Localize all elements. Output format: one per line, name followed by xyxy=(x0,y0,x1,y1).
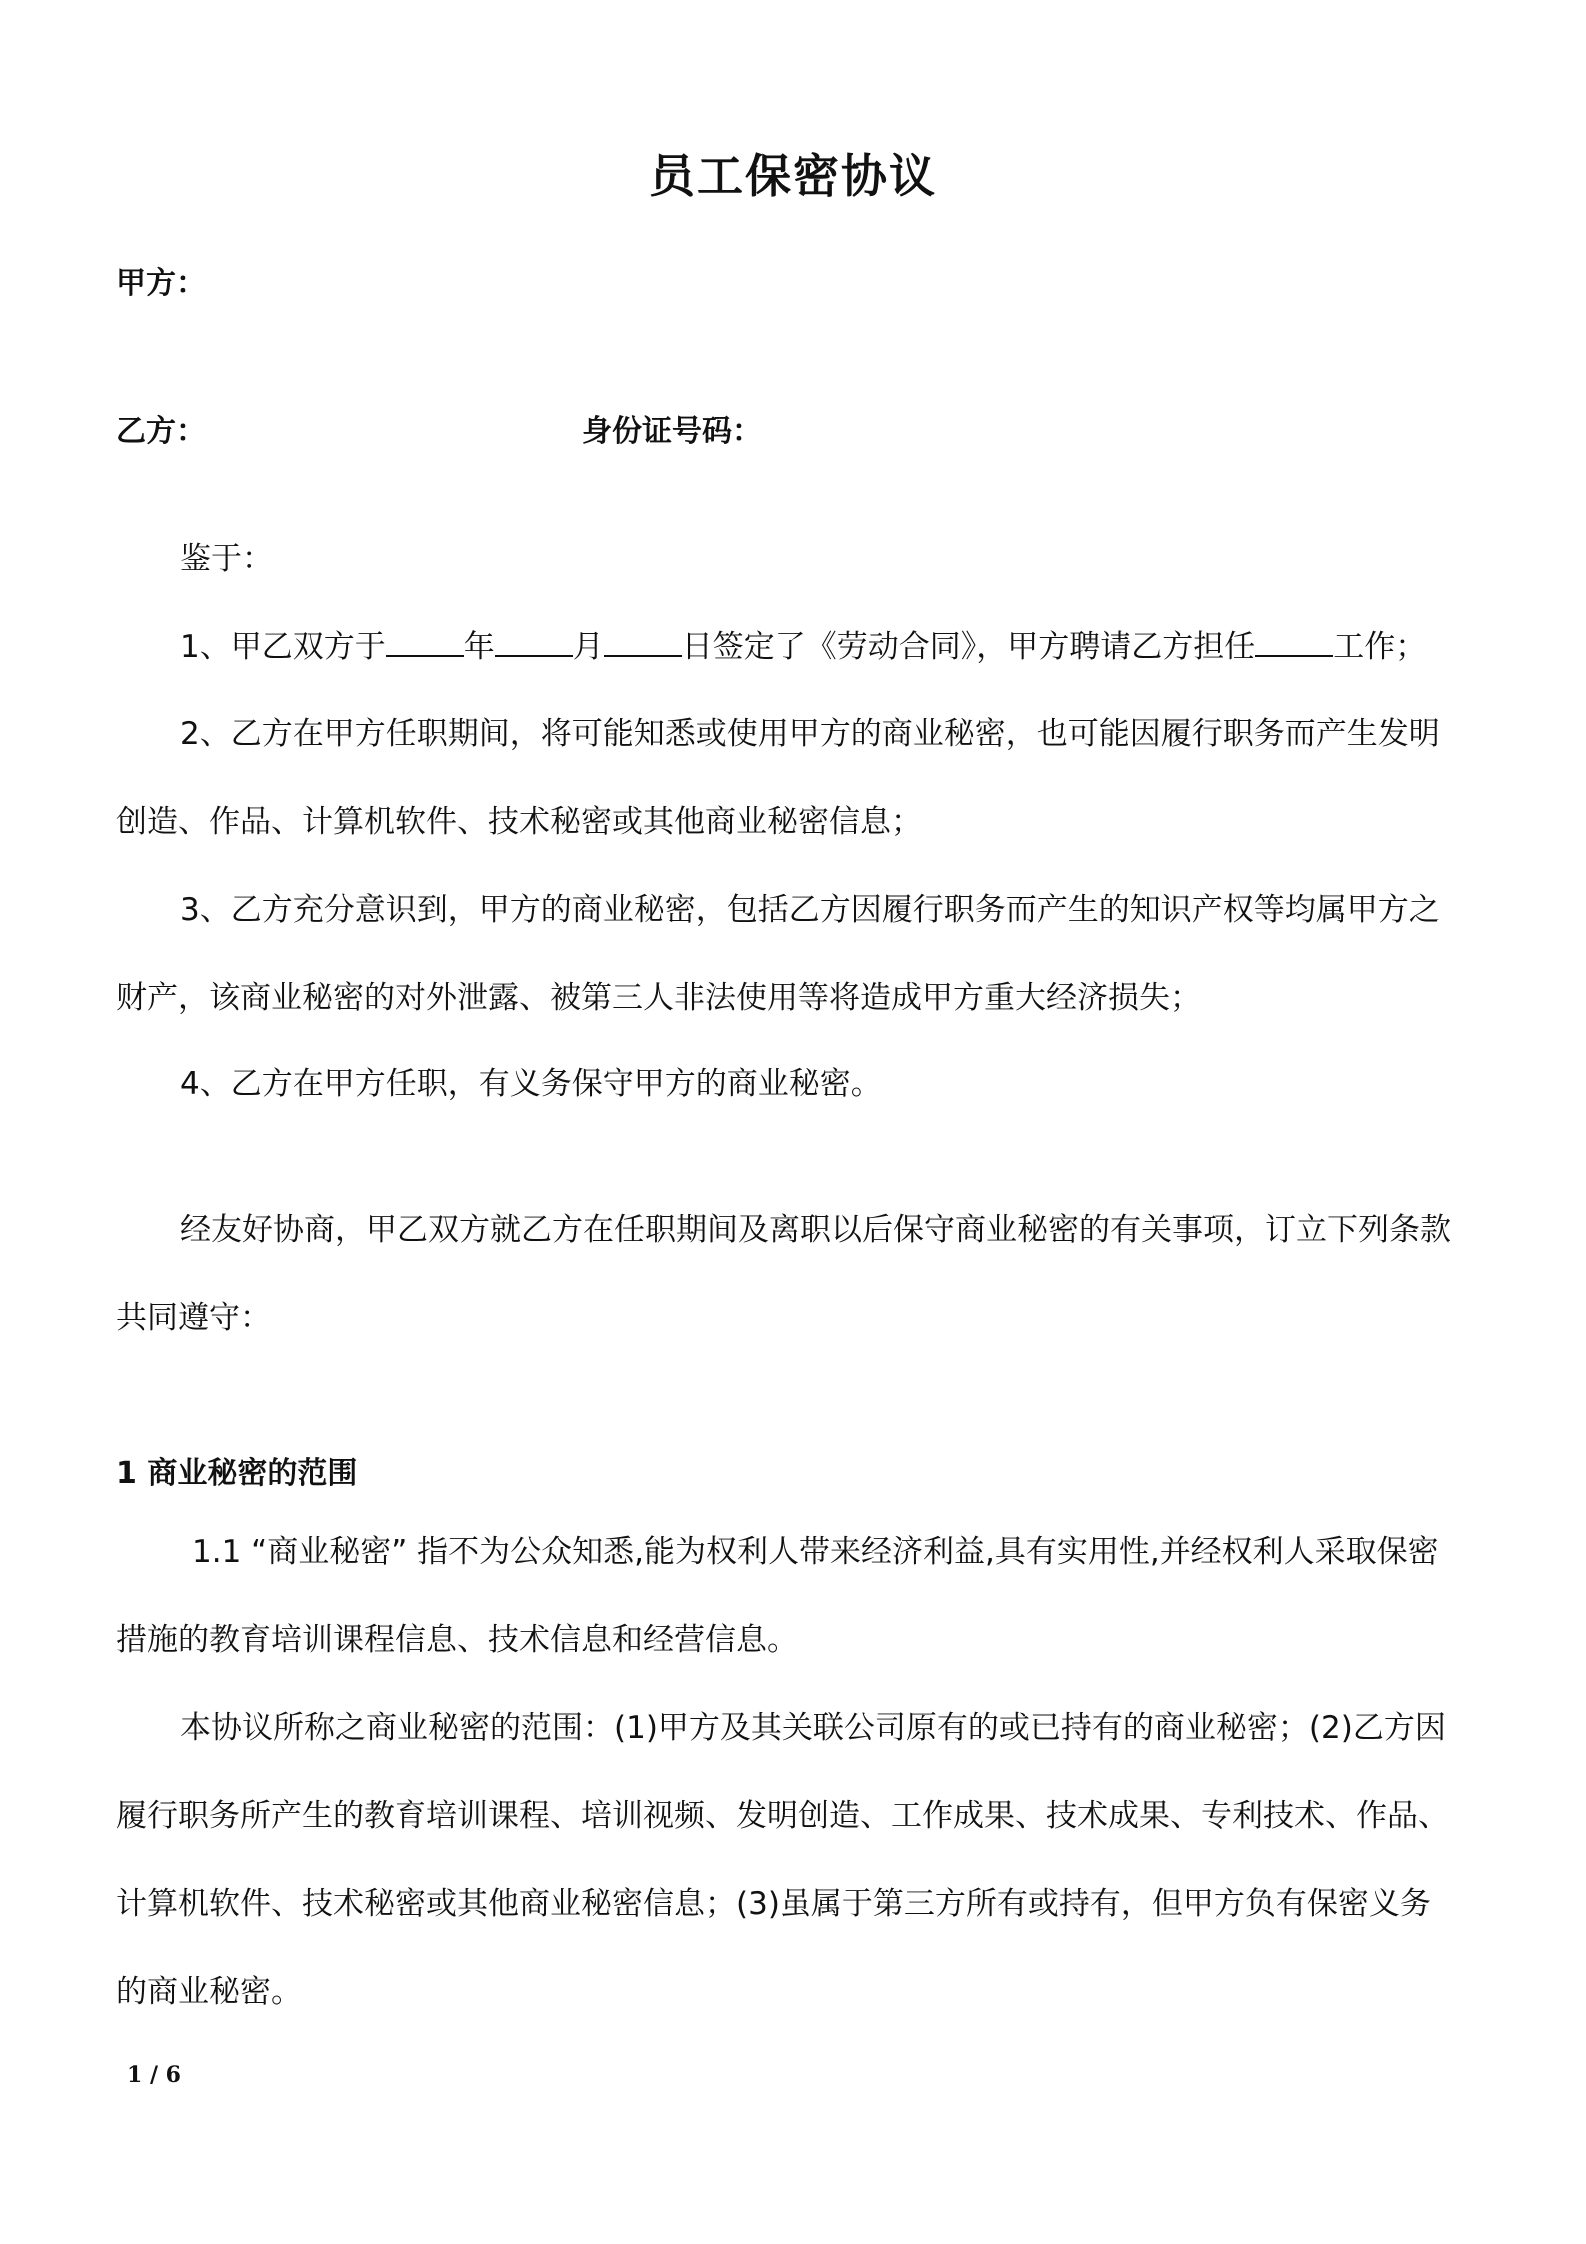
section-1-heading: 1 商业秘密的范围 xyxy=(116,1456,358,1491)
scope-line-1: 本协议所称之商业秘密的范围：(1)甲方及其关联公司原有的或已持有的商业秘密；(2)乙方因 xyxy=(180,1710,1446,1746)
clause-1-1-line-2: 措施的教育培训课程信息、技术信息和经营信息。 xyxy=(116,1622,798,1658)
recital-4: 4、乙方在甲方任职，有义务保守甲方的商业秘密。 xyxy=(180,1066,882,1102)
scope-line-3: 计算机软件、技术秘密或其他商业秘密信息；(3)虽属于第三方所有或持有，但甲方负有保密义务 xyxy=(116,1886,1431,1922)
month-blank xyxy=(495,625,573,657)
recital-2-line-2: 创造、作品、计算机软件、技术秘密或其他商业秘密信息； xyxy=(116,804,922,840)
recital-1-suffix: 工作； xyxy=(1333,629,1427,665)
scope-line-4: 的商业秘密。 xyxy=(116,1974,302,2010)
recital-2-line-1: 2、乙方在甲方任职期间，将可能知悉或使用甲方的商业秘密，也可能因履行职务而产生发明 xyxy=(180,716,1440,752)
agreement-line-2: 共同遵守： xyxy=(116,1300,271,1336)
document-title: 员工保密协议 xyxy=(649,149,937,203)
whereas-label: 鉴于： xyxy=(180,541,273,577)
recital-1-prefix: 1、甲乙双方于 xyxy=(180,629,386,665)
recital-1 xyxy=(180,603,1426,691)
recital-3-line-1: 3、乙方充分意识到，甲方的商业秘密，包括乙方因履行职务而产生的知识产权等均属甲方之 xyxy=(180,892,1440,928)
position-blank xyxy=(1255,625,1333,657)
recital-1-year: 年 xyxy=(463,629,495,665)
party-a-label: 甲方： xyxy=(116,266,206,301)
day-blank xyxy=(604,625,682,657)
scope-line-2: 履行职务所产生的教育培训课程、培训视频、发明创造、工作成果、技术成果、专利技术、作品、 xyxy=(116,1798,1449,1834)
recital-3-line-2: 财产，该商业秘密的对外泄露、被第三人非法使用等将造成甲方重大经济损失； xyxy=(116,980,1201,1016)
clause-1-1-line-1: 1.1 “商业秘密” 指不为公众知悉,能为权利人带来经济利益,具有实用性,并经权利人采取保密 xyxy=(192,1534,1439,1570)
recital-1-day-text: 日签定了《劳动合同》，甲方聘请乙方担任 xyxy=(681,629,1256,665)
agreement-line-1: 经友好协商，甲乙双方就乙方在任职期间及离职以后保守商业秘密的有关事项，订立下列条款 xyxy=(180,1212,1451,1248)
year-blank xyxy=(386,625,464,657)
party-b-label: 乙方： xyxy=(116,414,206,449)
id-number-label: 身份证号码： xyxy=(582,414,762,449)
page-number: 1 / 6 xyxy=(127,2062,181,2088)
recital-1-month: 月 xyxy=(572,629,604,665)
